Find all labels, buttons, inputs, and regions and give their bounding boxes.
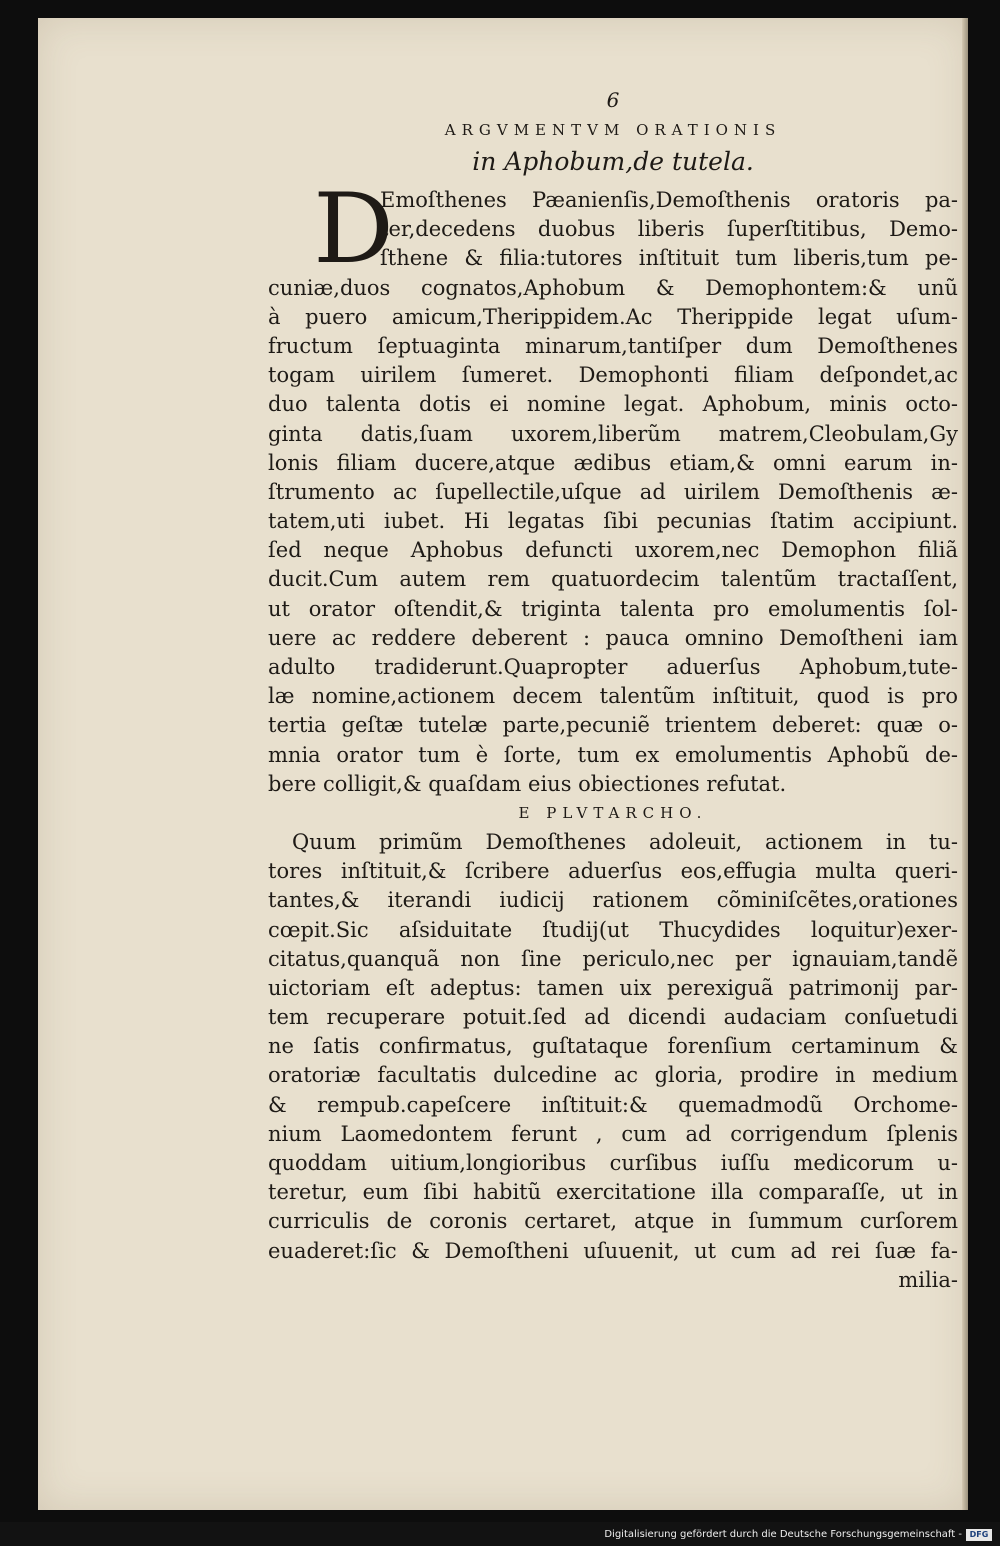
- text-line: curriculis de coronis certaret, atque in ſummum curſorem: [268, 1209, 958, 1234]
- subtitle: in Aphobum,de tutela.: [472, 147, 754, 176]
- digitization-credit: [604, 1527, 992, 1543]
- text-line: à puero amicum,Therippidem.Ac Therippide legat uſum-: [268, 304, 958, 329]
- text-line: ut orator oſtendit,& triginta talenta pro emolumentis ſol-: [268, 596, 958, 621]
- credit-text: Digitalisierung gefördert durch die Deutsche Forschungsgemeinschaft -: [604, 1529, 962, 1540]
- text-line: bere colligit,& quaſdam eius obiectiones refutat.: [268, 771, 787, 796]
- drop-cap: D: [312, 173, 394, 285]
- text-line: euaderet:ſic & Demoſtheni uſuuenit, ut cum ad rei ſuæ fa-: [268, 1238, 958, 1263]
- text-line: lonis filiam ducere,atque ædibus etiam,& omni earum in-: [268, 450, 958, 475]
- text-line: tertia geſtæ tutelæ parte,pecuniẽ trientem deberet: quæ o-: [268, 713, 958, 738]
- text-line: ter,decedens duobus liberis ſuperſtitibus, Demo-: [380, 217, 958, 242]
- text-line: uictoriam eſt adeptus: tamen uix perexiguã patrimonij par-: [268, 975, 958, 1000]
- text-line: ducit.Cum autem rem quatuordecim talentũm tractaſſent,: [268, 567, 958, 592]
- text-line: togam uirilem ſumeret. Demophonti filiam deſpondet,ac: [268, 363, 958, 388]
- text-line: ginta datis,ſuam uxorem,liberũm matrem,Cleobulam,Gy: [268, 421, 958, 446]
- dfg-logo: DFG: [966, 1529, 992, 1541]
- text-line: duo talenta dotis ei nomine legat. Aphobum, minis octo-: [268, 392, 958, 417]
- text-line: nium Laomedontem ferunt , cum ad corrigendum ſplenis: [268, 1121, 958, 1146]
- page-number: 6: [606, 88, 620, 112]
- text-line: oratoriæ facultatis dulcedine ac gloria, prodire in medium: [268, 1063, 958, 1088]
- book-page: [38, 18, 968, 1510]
- argument-text: [268, 173, 958, 799]
- text-line: quoddam uitium,longioribus curſibus iuſſu medicorum u-: [268, 1151, 958, 1175]
- text-line: ſthene & filia:tutores inſtituit tum liberis,tum pe-: [380, 246, 958, 271]
- section-heading: E PLVTARCHO.: [518, 803, 708, 822]
- running-title: ARGVMENTVM ORATIONIS: [444, 121, 782, 139]
- plutarch-lines: [268, 828, 958, 1266]
- text-line: & rempub.capeſcere inſtituit:& quemadmodũ Orchome-: [268, 1092, 958, 1117]
- text-line: teretur, eum ſibi habitũ exercitatione illa comparaſſe, ut in: [268, 1180, 958, 1205]
- text-line: tores inſtituit,& ſcribere aduerſus eos,effugia multa queri-: [268, 859, 958, 884]
- text-line: tantes,& iterandi iudicij rationem cõminiſcẽtes,orationes: [268, 888, 958, 913]
- text-line: ne ſatis confirmatus, guſtataque forenſium certaminum &: [268, 1034, 958, 1059]
- text-line: Quum primũm Demoſthenes adoleuit, actionem in tu-: [292, 829, 958, 854]
- page-content: [268, 86, 958, 1295]
- text-line: tatem,uti iubet. Hi legatas ſibi pecunias ſtatim accipiunt.: [268, 509, 958, 534]
- text-line: cœpit.Sic aſsiduitate ſtudij(ut Thucydides loquitur)exer-: [268, 917, 958, 942]
- page-edge: [962, 18, 968, 1510]
- text-line: uere ac reddere deberent : pauca omnino Demoſtheni iam: [268, 625, 958, 650]
- text-line: Emoſthenes Pæanienſis,Demoſthenis oratoris pa-: [380, 188, 958, 212]
- text-line: tem recuperare potuit.ſed ad dicendi audaciam conſuetudi: [268, 1005, 958, 1030]
- text-line: adulto tradiderunt.Quapropter aduerſus Aphobum,tute-: [268, 655, 958, 679]
- catchword: milia-: [898, 1267, 958, 1292]
- text-line: fructum ſeptuaginta minarum,tantiſper dum Demoſthenes: [268, 333, 958, 358]
- text-line: ſtrumento ac ſupellectile,uſque ad uirilem Demoſthenis æ-: [268, 479, 958, 504]
- text-line: læ nomine,actionem decem talentũm inſtituit, quod is pro: [268, 684, 958, 709]
- text-line: cuniæ,duos cognatos,Aphobum & Demophontem:& unũ: [268, 275, 958, 300]
- text-line: ſed neque Aphobus defuncti uxorem,nec Demophon filiã: [268, 538, 958, 563]
- text-line: mnia orator tum è ſorte, tum ex emolumentis Aphobũ de-: [268, 742, 958, 767]
- text-line: citatus,quanquã non ſine periculo,nec per ignauiam,tandẽ: [268, 946, 958, 971]
